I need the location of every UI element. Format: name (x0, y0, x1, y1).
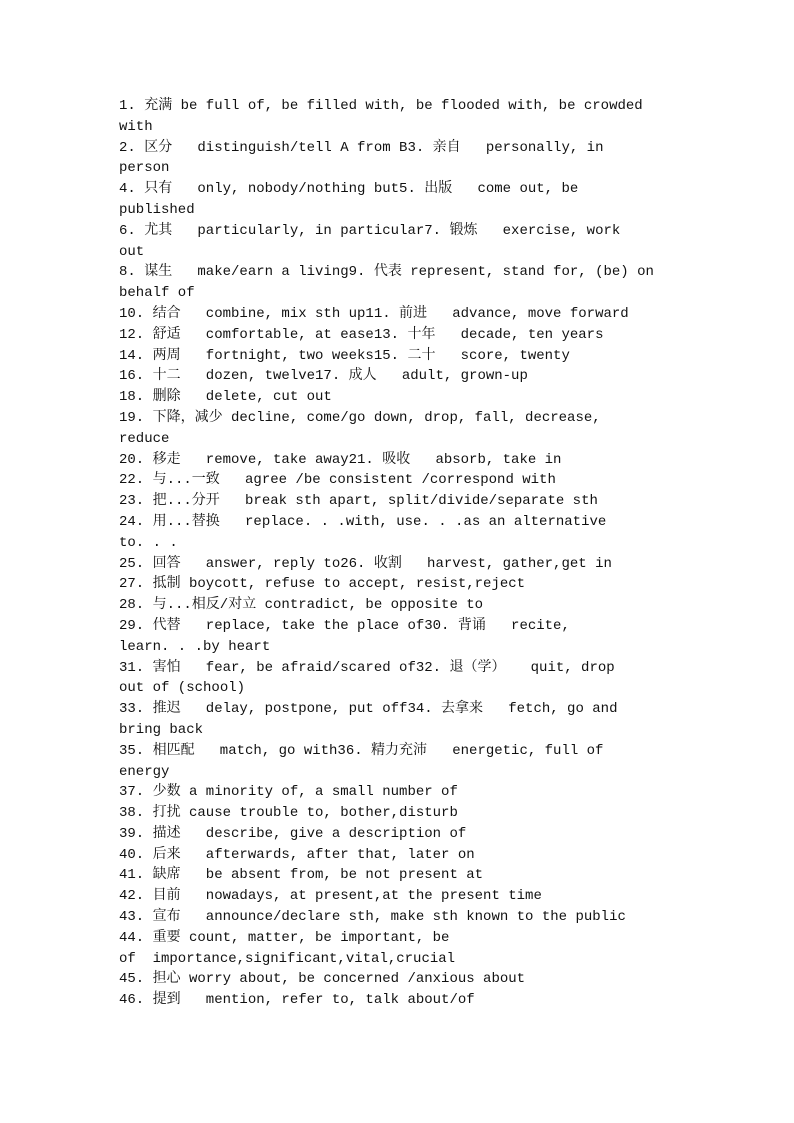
text-line: 40. 后来 afterwards, after that, later on (119, 846, 475, 863)
text-line: 22. 与...一致 agree /be consistent /correspond with (119, 472, 556, 489)
text-line: 38. 打扰 cause trouble to, bother,disturb (119, 805, 458, 822)
text-line: 14. 两周 fortnight, two weeks15. 二十 score, twenty (119, 347, 570, 364)
text-line: out of (school) (119, 680, 246, 697)
text-line: bring back (119, 721, 204, 738)
text-line: 4. 只有 only, nobody/nothing but5. 出版 come out, be (119, 181, 579, 198)
text-line: 29. 代替 replace, take the place of30. 背诵 recite, (119, 617, 570, 634)
text-line: 1. 充满 be full of, be filled with, be flooded with, be crowded (119, 98, 643, 114)
text-line: with (119, 118, 153, 135)
text-line: 24. 用...替换 replace. . .with, use. . .as an alternative (119, 513, 607, 530)
text-line: 16. 十二 dozen, twelve17. 成人 adult, grown-up (119, 368, 528, 385)
text-line: 23. 把...分开 break sth apart, split/divide/separate sth (119, 493, 598, 510)
text-line: published (119, 201, 195, 218)
text-line: 28. 与...相反/对立 contradict, be opposite to (119, 597, 484, 614)
text-line: to. . . (119, 534, 178, 551)
text-line: 12. 舒适 comfortable, at ease13. 十年 decade, ten years (119, 326, 604, 343)
text-line: 8. 谋生 make/earn a living9. 代表 represent, stand for, (be) on (119, 264, 654, 281)
text-line: 31. 害怕 fear, be afraid/scared of32. 退（学） quit, drop (119, 659, 615, 676)
text-line: energy (119, 763, 170, 780)
text-line: out (119, 243, 145, 260)
text-line: 20. 移走 remove, take away21. 吸收 absorb, take in (119, 451, 562, 468)
text-line: learn. . .by heart (119, 638, 271, 655)
text-line: 19. 下降，减少 decline, come/go down, drop, fall, decrease, (119, 409, 601, 426)
text-line: 33. 推迟 delay, postpone, put off34. 去拿来 fetch, go and (119, 701, 618, 718)
text-line: 2. 区分 distinguish/tell A from B3. 亲自 personally, in (119, 139, 604, 156)
text-line: person (119, 160, 170, 177)
text-line: 35. 相匹配 match, go with36. 精力充沛 energetic, full of (119, 742, 604, 759)
text-line: 25. 回答 answer, reply to26. 收割 harvest, gather,get in (119, 555, 612, 572)
text-line: 39. 描述 describe, give a description of (119, 825, 467, 842)
text-line: 18. 删除 delete, cut out (119, 389, 332, 406)
text-line: 43. 宣布 announce/declare sth, make sth known to the public (119, 909, 626, 926)
text-line: reduce (119, 430, 170, 447)
text-line: 42. 目前 nowadays, at present,at the present time (119, 888, 542, 905)
text-line: 10. 结合 combine, mix sth up11. 前进 advance, move forward (119, 305, 629, 322)
vocabulary-list (119, 96, 679, 1011)
text-line: 46. 提到 mention, refer to, talk about/of (119, 992, 475, 1009)
text-line: behalf of (119, 285, 195, 302)
text-line: 6. 尤其 particularly, in particular7. 锻炼 exercise, work (119, 222, 621, 239)
text-line: 37. 少数 a minority of, a small number of (119, 784, 458, 801)
text-line: 27. 抵制 boycott, refuse to accept, resist,reject (119, 576, 526, 593)
text-line: 41. 缺席 be absent from, be not present at (119, 867, 484, 884)
text-line: 45. 担心 worry about, be concerned /anxious about (119, 971, 526, 988)
text-line: of importance,significant,vital,crucial (119, 950, 456, 967)
text-line: 44. 重要 count, matter, be important, be (119, 929, 450, 946)
